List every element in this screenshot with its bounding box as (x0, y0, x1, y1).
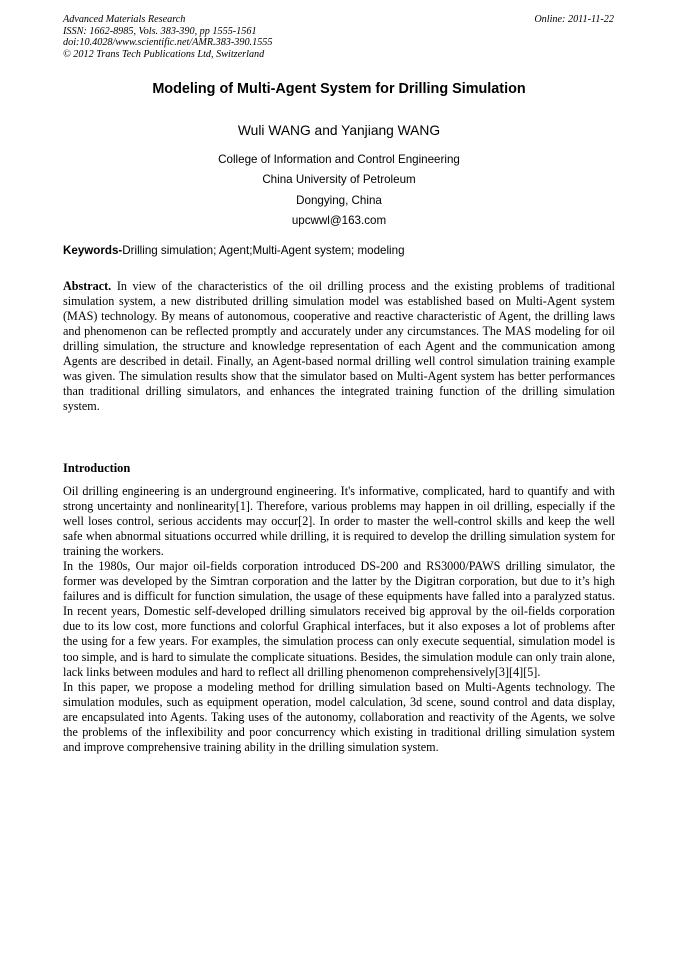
affiliation-block (0, 150, 678, 231)
affiliation-university: China University of Petroleum (262, 173, 416, 187)
abstract-paragraph (63, 279, 615, 414)
paper-title: Modeling of Multi-Agent System for Drilling Simulation (152, 81, 526, 97)
intro-paragraph: In the 1980s, Our major oil-fields corporation introduced DS-200 and RS3000/PAWS drilling simulator, the former was developed by the Simtran corporation and the latter by the Digitran corporation, but due to it’s high failures and is difficult for function simulation, the usage of these equipments have falled into a paralyzed status. In recent years, Domestic self-developed drilling simulators received big approval by the oil-fields corporation due to its low cost, more functions and colorful Graphical interfaces, but it also exposes a lot of problems after the using for a few years. For examples, the simulation process can only execute sequential, simulation model is too simple, and is hard to simulate the complicate situations. Besides, the simulation module can only train alone, lack links between modules and hard to reflect all drilling phenomenon comprehensively[3][4][5]. (63, 559, 615, 679)
intro-paragraph: Oil drilling engineering is an underground engineering. It's informative, complicated, hard to quantify and with strong uncertainty and nonlinearity[1]. Therefore, various problems may happen in oil drilling, especially if the well loses control, serious accidents may occur[2]. In order to master the well-control skills and keep the well safe when abnormal situations occurred while drilling, it is required to develop the drilling simulation system for training the workers. (63, 484, 615, 559)
journal-name: Advanced Materials Research (63, 14, 186, 25)
keywords-text: Drilling simulation; Agent;Multi-Agent system; modeling (122, 244, 405, 257)
paper-authors: Wuli WANG and Yanjiang WANG (237, 123, 441, 138)
online-date: Online: 2011-11-22 (534, 14, 614, 25)
keywords-label: Keywords- (63, 244, 123, 257)
affiliation-department: College of Information and Control Engineering (218, 153, 460, 166)
section-heading-introduction: Introduction (63, 461, 131, 475)
doi-line: doi:10.4028/www.scientific.net/AMR.383-390.1555 (63, 37, 273, 49)
publication-header (63, 14, 272, 60)
introduction-body (63, 484, 615, 755)
abstract-label: Abstract. (63, 279, 112, 293)
author-email: upcwwl@163.com (291, 213, 387, 227)
abstract-text: In view of the characteristics of the oil drilling process and the existing problems of traditional simulation system, a new distributed drilling simulation model was established based on Multi-Agent system (MAS) technology. By means of autonomous, cooperative and reactive characteristic of Agent, the drilling laws and phenomenon can be reflected promptly and accurately under any circumstances. The MAS modeling for oil drilling simulation, the structure and knowledge representation of each Agent and the communication among Agents are described in detail. Finally, an Agent-based normal drilling well control simulation training example was given. The simulation results show that the simulator based on Multi-Agent system has better performances than traditional drilling simulators, and enhances the integrated training function of the drilling simulation system. (63, 279, 615, 414)
copyright-line: © 2012 Trans Tech Publications Ltd, Switzerland (63, 48, 265, 60)
intro-paragraph: In this paper, we propose a modeling method for drilling simulation based on Multi-Agents technology. The simulation modules, such as equipment operation, model calculation, 3d scene, sound control and data display, are encapsulated into Agents. Taking uses of the autonomy, collaboration and reactivity of the Agents, we solve the problems of the inflexibility and poor concurrency which existing in traditional drilling simulation system and improve comprehensive training ability in the drilling simulation system. (63, 679, 615, 754)
keywords-line (63, 244, 615, 257)
issn-line: ISSN: 1662-8985, Vols. 383-390, pp 1555-1561 (63, 25, 257, 37)
affiliation-location: Dongying, China (296, 193, 382, 207)
